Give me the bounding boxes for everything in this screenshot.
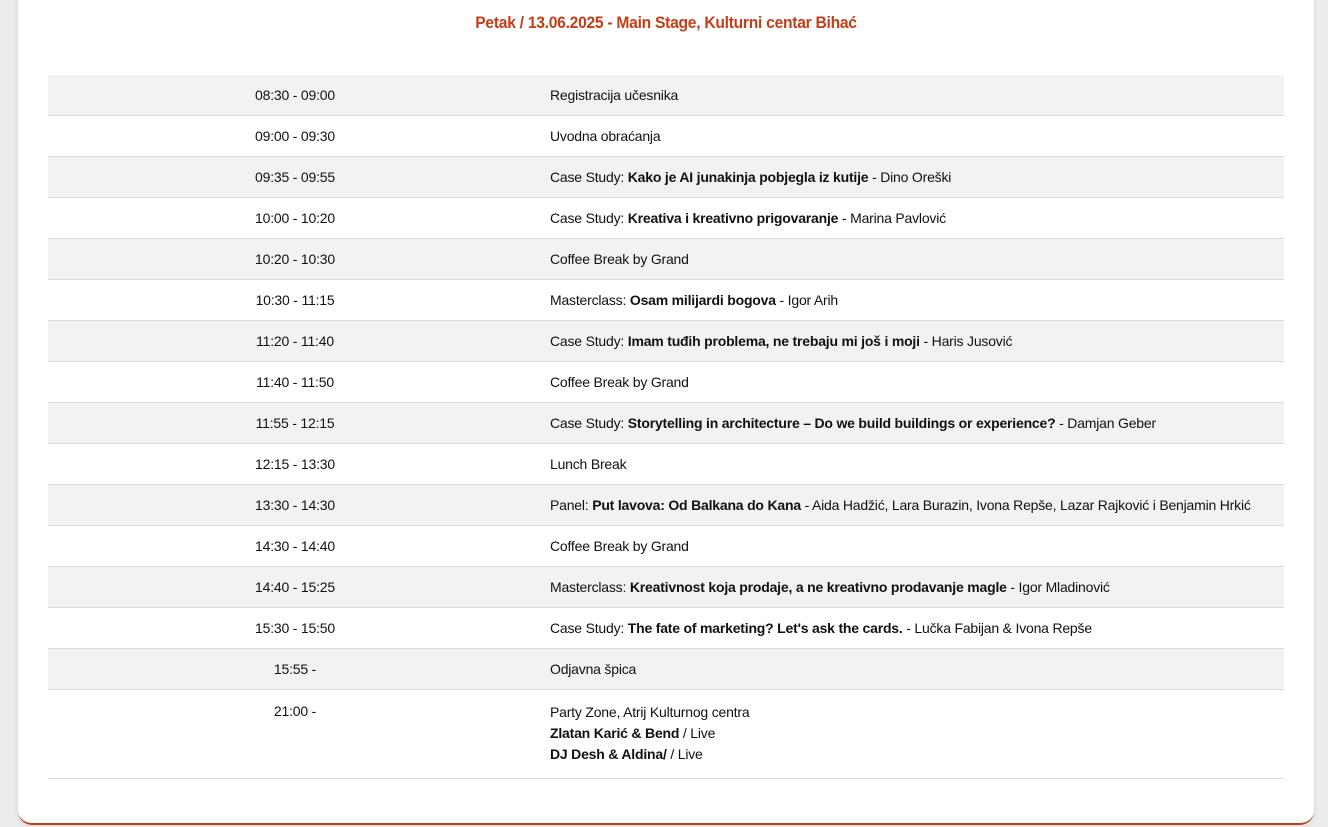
performer-name: DJ Desh & Aldina/ [550,746,667,762]
description-cell [542,703,1284,766]
session-type: Panel: [550,497,593,513]
table-row [48,608,1284,649]
table-row [48,116,1284,157]
session-type: Case Study: [550,169,628,185]
session-speakers: - Marina Pavlović [838,210,946,226]
time-cell: 11:55 - 12:15 [255,415,335,431]
time-cell: 10:20 - 10:30 [255,251,335,267]
table-row [48,444,1284,485]
session-speakers: - Lučka Fabijan & Ivona Repše [902,620,1092,636]
session-title: Storytelling in architecture – Do we build buildings or experience? [627,415,1056,431]
session-title: Osam milijardi bogova [629,292,776,308]
performer-type: / Live [666,746,703,762]
session-type: Registracija učesnika [550,87,679,103]
session-speakers: - Igor Mladinović [1006,579,1110,595]
time-cell: 14:30 - 14:40 [255,538,335,554]
description-cell [542,415,1284,431]
time-cell: 21:00 - [273,703,317,719]
table-row [48,321,1284,362]
session-type: Odjavna špica [550,661,637,677]
session-type: Masterclass: [550,579,630,595]
session-type: Case Study: [550,210,628,226]
performer-type: / Live [679,725,716,741]
time-cell: 10:00 - 10:20 [255,210,335,226]
description-cell [542,497,1284,513]
time-cell: 12:15 - 13:30 [255,456,335,472]
description-cell [542,579,1284,595]
session-speakers: - Igor Arih [775,292,839,308]
description-cell [542,374,1284,390]
description-cell [542,456,1284,472]
session-type: Coffee Break by Grand [550,374,689,390]
party-line: Party Zone, Atrij Kulturnog centra [550,704,750,720]
session-title: The fate of marketing? Let's ask the cards. [627,620,903,636]
session-type: Case Study: [550,415,628,431]
session-speakers: - Dino Oreški [868,169,952,185]
table-row [48,403,1284,444]
session-speakers: - Damjan Geber [1055,415,1156,431]
description-cell [542,333,1284,349]
description-cell [542,538,1284,554]
session-type: Case Study: [550,620,628,636]
time-cell: 14:40 - 15:25 [255,579,335,595]
table-row [48,75,1284,116]
session-speakers: - Aida Hadžić, Lara Burazin, Ivona Repše, Lazar Rajković i Benjamin Hrkić [800,497,1251,513]
description-cell [542,210,1284,226]
time-cell: 11:40 - 11:50 [256,374,334,390]
table-row [48,157,1284,198]
description-cell [542,251,1284,267]
time-cell: 11:20 - 11:40 [256,333,334,349]
performer-name: Zlatan Karić & Bend [550,725,680,741]
schedule-table [48,75,1284,779]
performer-line [550,742,1284,766]
session-title: Put lavova: Od Balkana do Kana [592,497,801,513]
description-cell [542,620,1284,636]
table-row [48,362,1284,403]
session-type: Coffee Break by Grand [550,251,689,267]
session-type: Coffee Break by Grand [550,538,689,554]
time-cell: 15:55 - [273,661,317,677]
session-speakers: - Haris Jusović [919,333,1013,349]
table-row [48,239,1284,280]
session-type: Lunch Break [550,456,627,472]
session-type: Masterclass: [550,292,630,308]
description-cell [542,292,1284,308]
page-title: Petak / 13.06.2025 - Main Stage, Kulturni centar Bihać [475,13,857,32]
table-row [48,649,1284,690]
description-cell [542,169,1284,185]
schedule-card [18,0,1314,825]
session-type: Case Study: [550,333,628,349]
table-row [48,526,1284,567]
time-cell: 08:30 - 09:00 [255,87,335,103]
table-row [48,485,1284,526]
time-cell: 09:35 - 09:55 [255,169,335,185]
session-title: Imam tuđih problema, ne trebaju mi još i moji [627,333,920,349]
table-row [48,198,1284,239]
session-title: Kreativnost koja prodaje, a ne kreativno prodavanje magle [629,579,1007,595]
description-cell [542,661,1284,677]
session-title: Kreativa i kreativno prigovaranje [627,210,839,226]
time-cell: 10:30 - 11:15 [255,292,335,308]
time-cell: 15:30 - 15:50 [255,620,335,636]
time-cell: 13:30 - 14:30 [255,497,335,513]
time-cell: 09:00 - 09:30 [255,128,335,144]
table-row [48,690,1284,779]
table-row [48,280,1284,321]
description-cell [542,87,1284,103]
session-title: Kako je AI junakinja pobjegla iz kutije [627,169,869,185]
table-row [48,567,1284,608]
session-type: Uvodna obraćanja [550,128,661,144]
description-cell [542,128,1284,144]
